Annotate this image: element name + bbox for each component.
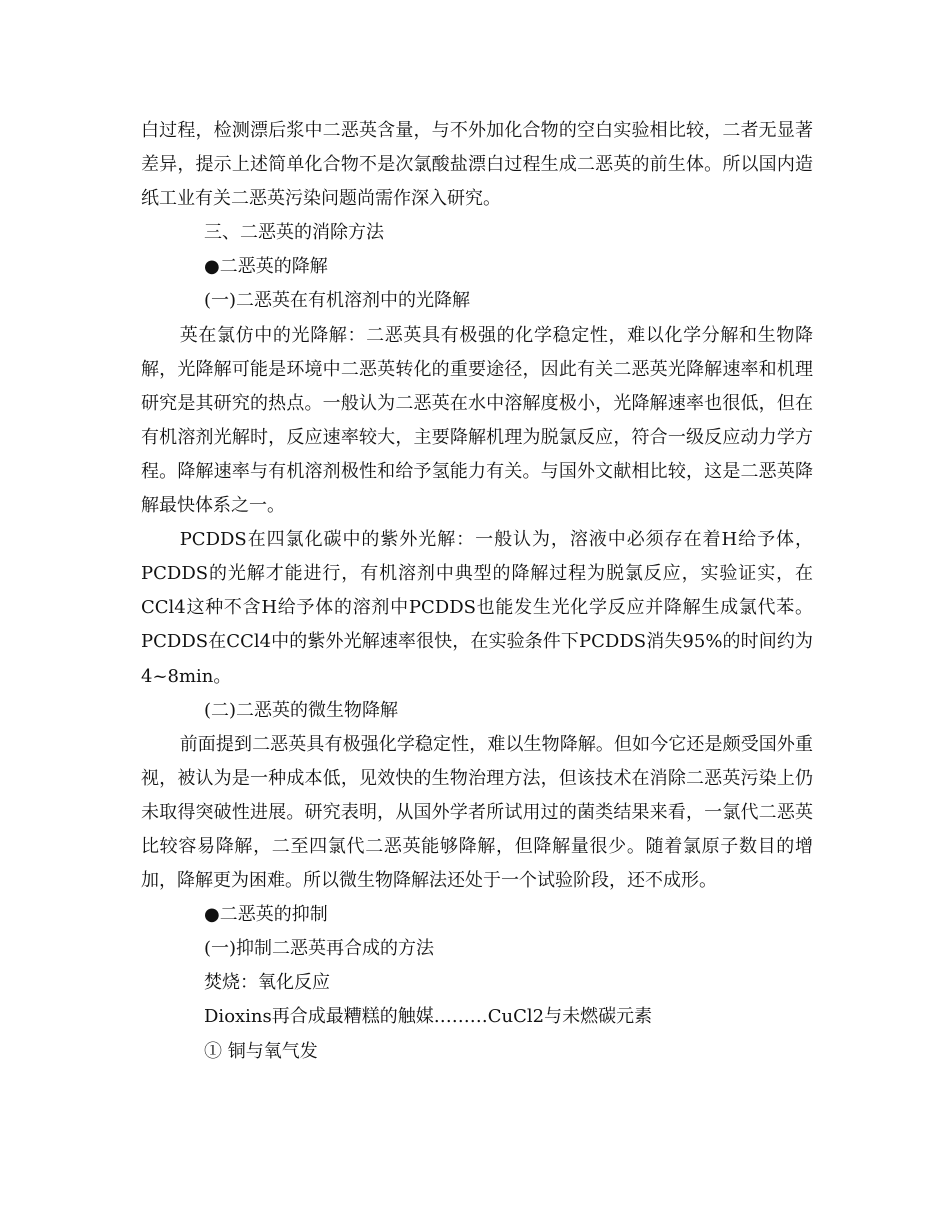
paragraph-pcdds-uv-photolysis: PCDDS在四氯化碳中的紫外光解：一般认为，溶液中必须存在着H给予体，PCDDS的光解才能进行，有机溶剂中典型的降解过程为脱氯反应，实验证实，在CCl4这种不含H给予体的溶剂中PCDDS也能发生光化学反应并降解生成氯代苯。PCDDS在CCl4中的紫外光解速率很快，在实验条件下PCDDS消失95%的时间约为4~8min。 [141, 529, 813, 687]
paragraph-chloroform-photodegradation: 英在氯仿中的光降解：二恶英具有极强的化学稳定性，难以化学分解和生物降解，光降解可能是环境中二恶英转化的重要途径，因此有关二恶英光降解速率和机理研究是其研究的热点。一般认为二恶英在水中溶解度极小，光降解速率也很低，但在有机溶剂光解时，反应速率较大，主要降解机理为脱氯反应，符合一级反应动力学方程。降解速率与有机溶剂极性和给予氢能力有关。与国外文献相比较，这是二恶英降解最快体系之一。 [141, 324, 813, 517]
line-copper-oxygen: ① 铜与氧气发 [204, 1040, 318, 1062]
paragraph-continued-bleaching: 白过程，检测漂后浆中二恶英含量，与不外加化合物的空白实验相比较，二者无显著差异，提示上述简单化合物不是次氯酸盐漂白过程生成二恶英的前生体。所以国内造纸工业有关二恶英污染问题尚需作深入研究。 [141, 120, 813, 210]
paragraph-microbial-degradation: 前面提到二恶英具有极强化学稳定性，难以生物降解。但如今它还是颇受国外重视，被认为是一种成本低，见效快的生物治理方法，但该技术在消除二恶英污染上仍未取得突破性进展。研究表明，从国外学者所试用过的菌类结果来看，一氯代二恶英比较容易降解，二至四氯代二恶英能够降解，但降解量很少。随着氯原子数目的增加，降解更为困难。所以微生物降解法还处于一个试验阶段，还不成形。 [141, 733, 813, 892]
line-dioxins-catalyst: Dioxins再合成最糟糕的触媒………CuCl2与未燃碳元素 [204, 1006, 653, 1028]
subheading-resynthesis-suppression: (一)抑制二恶英再合成的方法 [204, 938, 435, 960]
subheading-microbial-degradation: (二)二恶英的微生物降解 [204, 699, 399, 721]
section-heading-elimination-methods: 三、二恶英的消除方法 [204, 222, 384, 244]
subheading-photodegradation: (一)二恶英在有机溶剂中的光降解 [204, 290, 471, 312]
line-incineration: 焚烧：氧化反应 [204, 972, 330, 994]
bullet-heading-degradation: ●二恶英的降解 [204, 256, 328, 278]
document-body [141, 114, 813, 1069]
bullet-heading-suppression: ●二恶英的抑制 [204, 904, 328, 926]
